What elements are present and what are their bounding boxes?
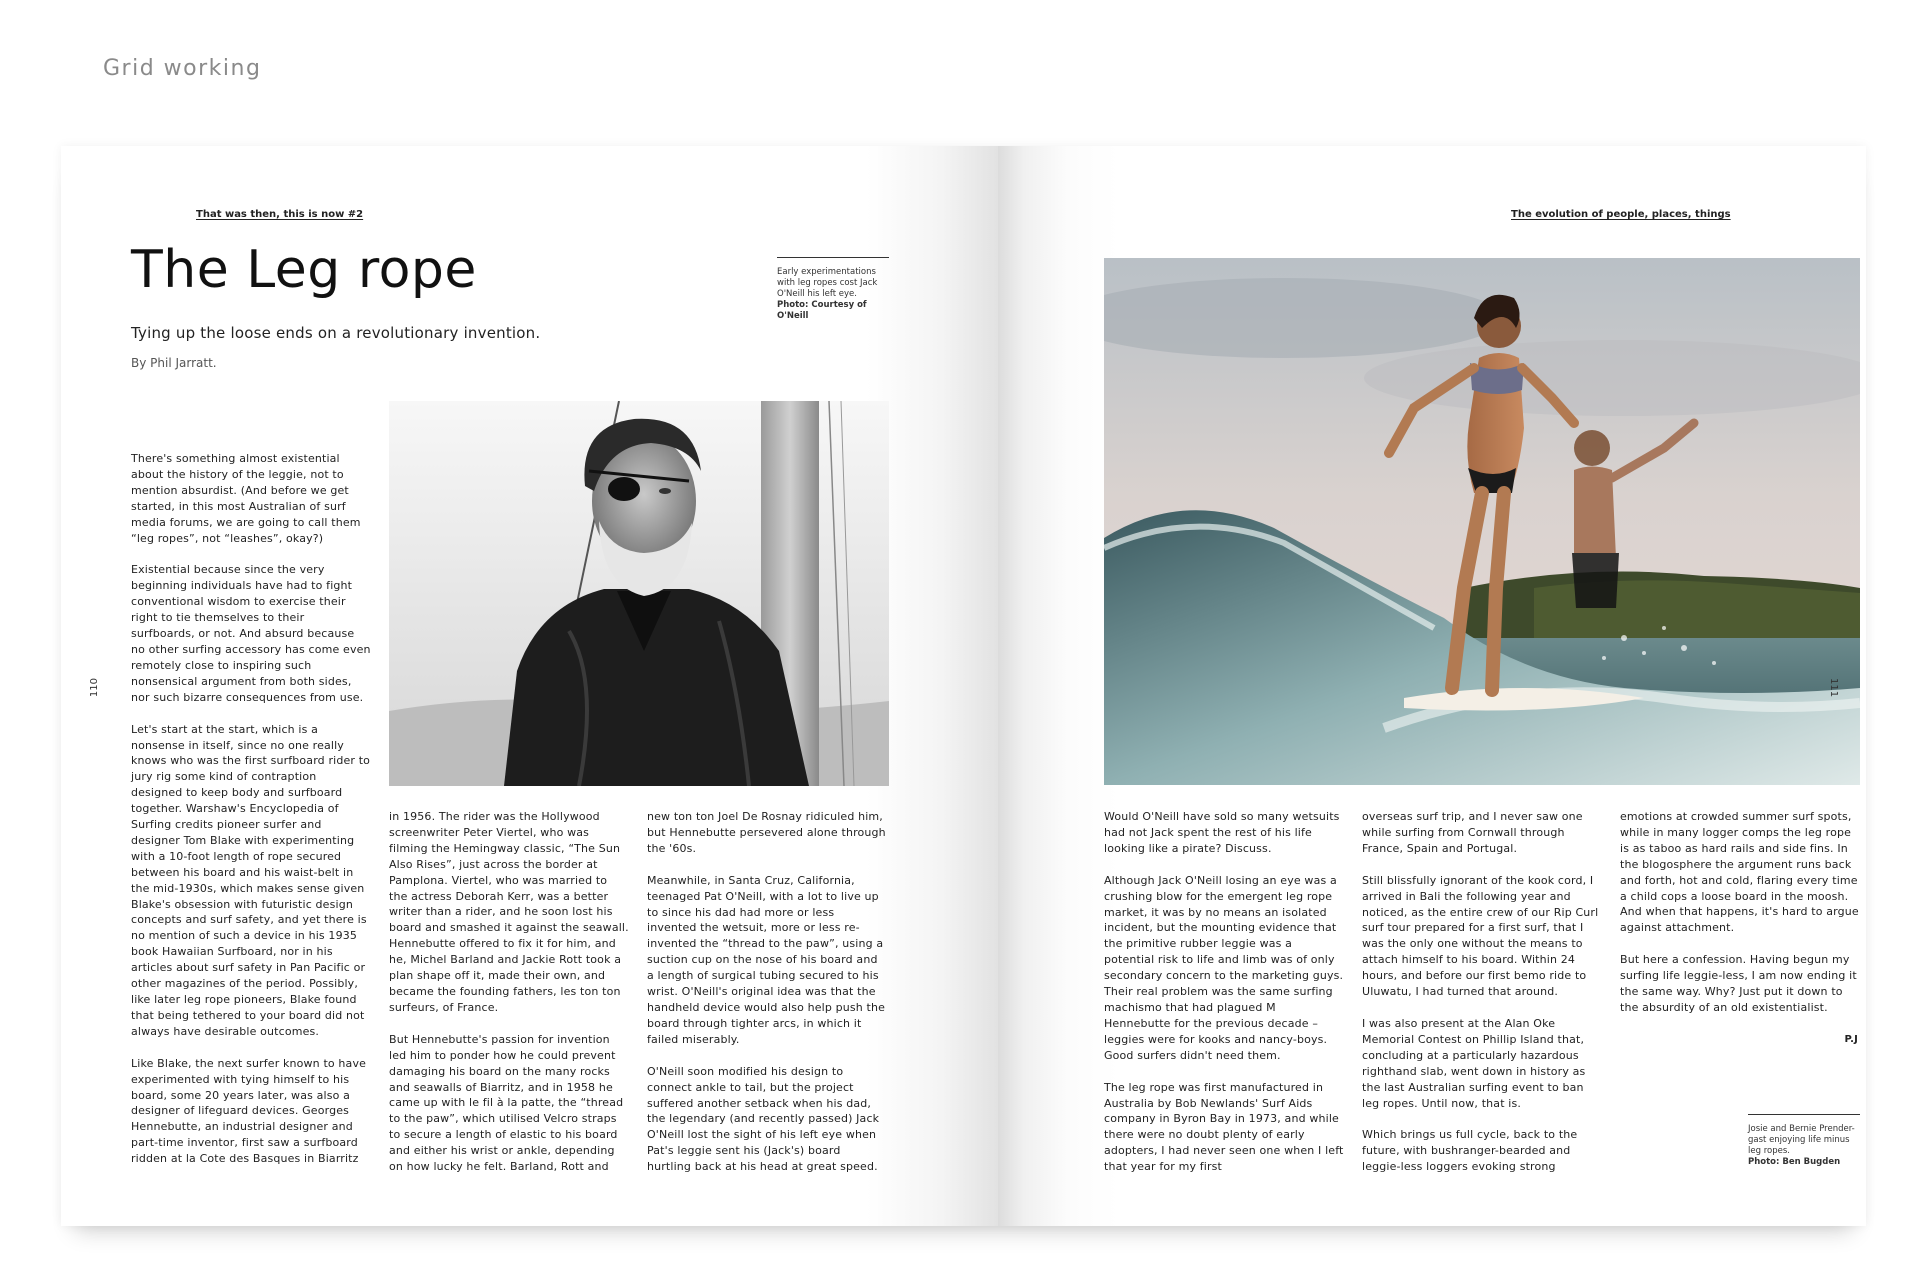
article-byline: By Phil Jarratt.	[131, 356, 217, 370]
paragraph: Although Jack O'Neill losing an eye was a crushing blow for the emergent leg rope market, it was by no means an isolated incident, but the mounting evidence that the primitive rubber leggie was a potential risk to life and limb was of only secondary concern to the marketing guys. Their real problem was the same surfing machismo that had plagued M Hennebutte for the previous decade – leggies were for kooks and nancy-boys. Good surfers didn't need them.	[1104, 873, 1344, 1062]
paragraph: new ton ton Joel De Rosnay ridiculed him, but Hennebutte persevered alone through the '60s.	[647, 810, 886, 855]
left-page	[61, 146, 998, 1226]
paragraph: Meanwhile, in Santa Cruz, California, teenaged Pat O'Neill, with a lot to live up to since his dad had more or less invented the wetsuit, more or less re-invented the “thread to the paw”, using a suction cup on the nose of his board and a length of surgical tubing secured to his wrist. O'Neill's original idea was that the handheld device would also help push the board through tighter arcs, in which it failed miserably.	[647, 873, 886, 1046]
caption-text: Josie and Bernie Prender-gast enjoying life minus leg ropes.	[1748, 1124, 1855, 1156]
text-column-1	[131, 451, 371, 1183]
paragraph: I was also present at the Alan Oke Memorial Contest on Phillip Island that, concluding at a particularly hazardous righthand slab, went down in history as the last Australian surfing event to ban leg ropes. Until now, that is.	[1362, 1016, 1586, 1110]
section-kicker: That was then, this is now #2	[196, 209, 364, 220]
article-standfirst: Tying up the loose ends on a revolutionary invention.	[131, 324, 541, 342]
photo-caption	[1748, 1124, 1860, 1168]
caption-rule	[1748, 1114, 1860, 1115]
paragraph: emotions at crowded summer surf spots, while in many logger comps the leg rope is as taboo as hard rails and side fins. In the blogosphere the argument runs back and forth, hot and cold, flaring every time a child cops a loose board in the moosh. And when that happens, it's hard to argue against attachment.	[1620, 810, 1859, 935]
caption-rule	[777, 257, 889, 258]
author-signoff: P.J	[1844, 1033, 1858, 1045]
page-number: 110	[89, 678, 100, 698]
photo-caption	[777, 267, 895, 322]
text-column-3	[1620, 809, 1860, 1048]
paragraph: Still blissfully ignorant of the kook cord, I arrived in Bali the following year and noticed, as the entire crew of our Rip Curl surf tour prepared for a first surf, that I was the only one without the means to attach himself to his board. Within 24 hours, and before our first bemo ride to Uluwatu, I had turned that around.	[1362, 873, 1599, 999]
surf-photo	[1104, 258, 1860, 785]
paragraph: Would O'Neill have sold so many wetsuits had not Jack spent the rest of his life looking like a pirate? Discuss.	[1104, 810, 1340, 855]
paragraph: Like Blake, the next surfer known to have experimented with tying himself to his board, some 20 years later, was also a designer of lifeguard devices. Georges Hennebutte, an industrial designer and part-time inventor, first saw a surfboard ridden at la Cote des Basques in Biarritz	[131, 1056, 367, 1166]
paragraph: But here a confession. Having begun my surfing life leggie-less, I am now ending it the same way. Why? Just put it down to the absurdity of an old existentialist.	[1620, 953, 1857, 1014]
text-column-3	[647, 809, 887, 1191]
paragraph: There's something almost existential about the history of the leggie, not to mention absurdist. (And before we get started, in this most Australian of surf media forums, we are going to call them “leg ropes”, not “leashes”, okay?)	[131, 452, 361, 545]
page-title: Grid working	[103, 56, 262, 81]
paragraph: The leg rope was first manufactured in Australia by Bob Newlands' Surf Aids company in Byron Bay in 1973, and while there were no doubt plenty of early adopters, I had never seen one when I left that year for my first	[1104, 1080, 1344, 1174]
paragraph: overseas surf trip, and I never saw one while surfing from Cornwall through France, Spain and Portugal.	[1362, 810, 1583, 855]
caption-text: Early experimentations with leg ropes cost Jack O'Neill his left eye.	[777, 267, 878, 299]
portrait-photo	[389, 401, 889, 786]
right-page	[998, 146, 1866, 1226]
portrait-illustration	[389, 401, 889, 786]
paragraph: in 1956. The rider was the Hollywood screenwriter Peter Viertel, who was filming the Hemingway classic, “The Sun Also Rises”, just across the border at Pamplona. Viertel, who was married to the actress Deborah Kerr, was a better writer than a rider, and he soon lost his board and smashed it against the seawall. Hennebutte offered to fix it for him, and he, Michel Barland and Jackie Rott took a plan shape off it, made their own, and became the founding fathers, les ton ton surfeurs, of France.	[389, 810, 629, 1014]
caption-credit: Photo: Courtesy of O'Neill	[777, 300, 867, 321]
section-kicker: The evolution of people, places, things	[1511, 209, 1731, 220]
page-number: 111	[1828, 678, 1839, 698]
surf-illustration	[1104, 258, 1860, 785]
paragraph: Existential because since the very beginning individuals have had to fight conventional wisdom to exercise their right to tie themselves to their surfboards, or not. And absurd because no other surfing accessory has come even remotely close to inspiring such nonsensical argument from both sides, nor such bizarre consequences from use.	[131, 563, 371, 704]
text-column-2	[389, 809, 629, 1191]
caption-credit: Photo: Ben Bugden	[1748, 1157, 1841, 1167]
text-column-2	[1362, 809, 1602, 1191]
paragraph: Which brings us full cycle, back to the future, with bushranger-bearded and leggie-less loggers evoking strong	[1362, 1128, 1578, 1174]
paragraph: Let's start at the start, which is a nonsense in itself, since no one really knows who was the first surfboard rider to jury rig some kind of contraption designed to keep body and surfboard together. Warshaw's Encyclopedia of Surfing credits pioneer surfer and designer Tom Blake with experimenting with a 10-foot length of rope secured between his board and his waist-belt in the mid-1930s, which makes sense given Blake's obsession with futuristic design concepts and surf safety, and yet there is no mention of such a device in his 1935 book Hawaiian Surfboard, nor in his articles about surf safety in Pan Pacific or other magazines of the period. Possibly, like later leg rope pioneers, Blake found that being tethered to your board did not always have desirable outcomes.	[131, 722, 371, 1038]
paragraph: O'Neill soon modified his design to connect ankle to tail, but the project suffered another setback when his dad, the legendary (and recently passed) Jack O'Neill lost the sight of his left eye when Pat's leggie sent his (Jack's) board hurtling back at his head at great speed.	[647, 1064, 880, 1174]
magazine-spread	[61, 146, 1866, 1226]
paragraph: But Hennebutte's passion for invention led him to ponder how he could prevent damaging his board on the many rocks and seawalls of Biarritz, and in 1958 he came up with le fil à la patte, the “thread to the paw”, which utilised Velcro straps to secure a length of elastic to his board and either his wrist or ankle, depending on how lucky he felt. Barland, Rott and	[389, 1032, 624, 1174]
text-column-1	[1104, 809, 1344, 1191]
article-headline: The Leg rope	[131, 240, 477, 300]
